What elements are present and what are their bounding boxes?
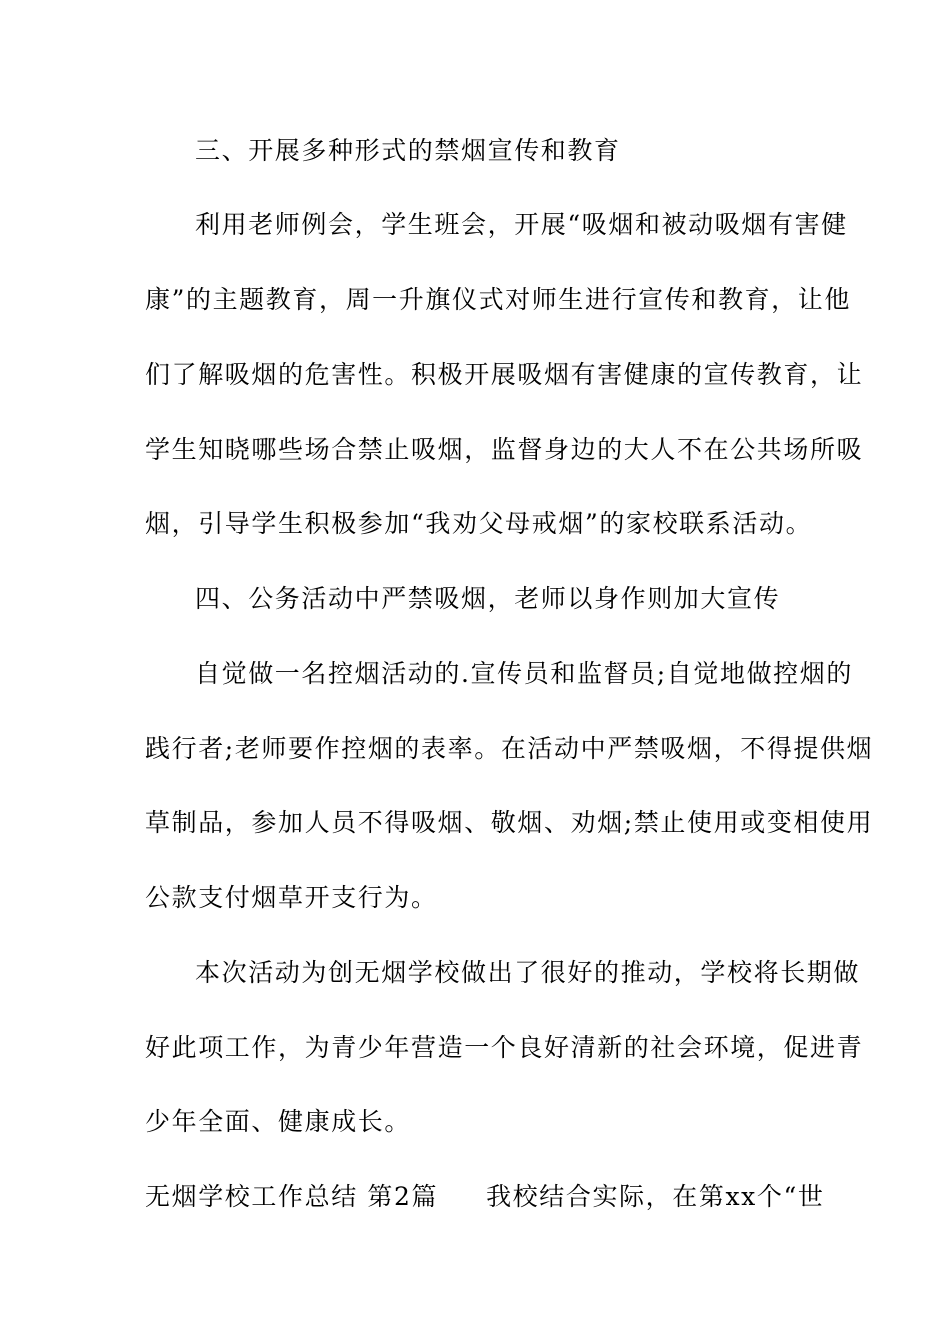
next-article-line xyxy=(145,1177,825,1217)
paragraph-line: 康”的主题教育，周一升旗仪式对师生进行宣传和教育，让他 xyxy=(145,285,851,314)
next-article-text: 我校结合实际，在第xx个“世 xyxy=(486,1182,825,1211)
paragraph-line: 少年全面、健康成长。 xyxy=(145,1107,412,1136)
paragraph-line: 利用老师例会，学生班会，开展“吸烟和被动吸烟有害健 xyxy=(195,210,848,239)
paragraph-line: 公款支付烟草开支行为。 xyxy=(145,883,438,912)
paragraph-line: 学生知晓哪些场合禁止吸烟，监督身边的大人不在公共场所吸 xyxy=(145,435,864,464)
paragraph-line: 烟，引导学生积极参加“我劝父母戒烟”的家校联系活动。 xyxy=(145,509,813,538)
section-heading-4: 四、公务活动中严禁吸烟，老师以身作则加大宣传 xyxy=(195,584,781,613)
paragraph-line: 们了解吸烟的危害性。积极开展吸烟有害健康的宣传教育，让 xyxy=(145,360,864,389)
section-heading-3: 三、开展多种形式的禁烟宣传和教育 xyxy=(195,136,621,165)
paragraph-line: 自觉做一名控烟活动的.宣传员和监督员;自觉地做控烟的 xyxy=(195,659,853,688)
paragraph-line: 好此项工作，为青少年营造一个良好清新的社会环境，促进青 xyxy=(145,1033,864,1062)
paragraph-line: 本次活动为创无烟学校做出了很好的推动，学校将长期做 xyxy=(195,958,861,987)
next-article-title: 无烟学校工作总结 第2篇 xyxy=(145,1182,439,1211)
paragraph-line: 践行者;老师要作控烟的表率。在活动中严禁吸烟，不得提供烟 xyxy=(145,734,874,763)
paragraph-line: 草制品，参加人员不得吸烟、敬烟、劝烟;禁止使用或变相使用 xyxy=(145,808,874,837)
